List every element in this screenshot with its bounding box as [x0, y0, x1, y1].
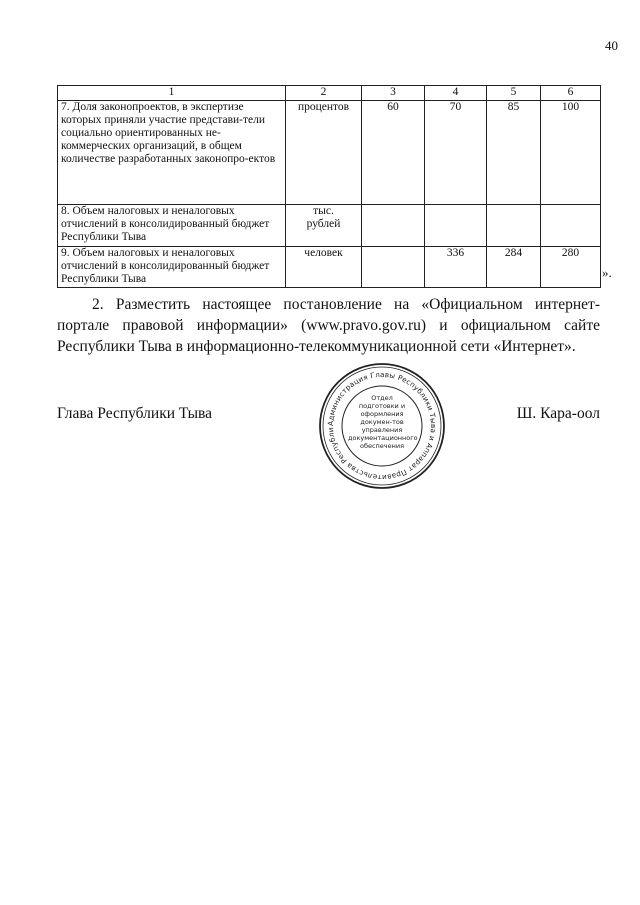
signatory-name: Ш. Кара-оол: [516, 405, 600, 422]
indicator-name: 8. Объем налоговых и неналоговых отчислений в консолидированный бюджет Республики Тыва: [58, 205, 286, 247]
indicator-value: [487, 205, 541, 247]
indicator-value: [425, 205, 487, 247]
indicator-value: 60: [362, 101, 425, 205]
stamp-ring-text: Администрация Главы Республики Тыва и Аппарат Правительства Республи: [325, 369, 439, 483]
column-header: 5: [487, 86, 541, 101]
indicator-unit: тыс. рублей: [286, 205, 362, 247]
closing-quote: ».: [602, 265, 612, 280]
column-header: 3: [362, 86, 425, 101]
indicator-name: 7. Доля законопроектов, в экспертизе которых приняли участие представи-тели социально ориентированных не-коммерческих организаций, в общем количестве разработанных законопро-ектов: [58, 101, 286, 205]
stamp-center-text: Отдел подготовки и оформления докумен-тов управления документационного обеспечения: [348, 394, 418, 450]
indicator-value: 85: [487, 101, 541, 205]
table-row: [58, 101, 601, 205]
official-stamp: [318, 362, 446, 490]
indicators-table: [57, 85, 601, 288]
resolution-paragraph: 2. Разместить настоящее постановление на «Официальном интернет-портале правовой информации» (www.pravo.gov.ru) и официальном сайте Республики Тыва в информационно-телекоммуникационной сети «Интернет».: [57, 296, 600, 355]
indicator-value: [362, 205, 425, 247]
indicator-value: [541, 205, 601, 247]
indicator-value: 280: [541, 247, 601, 288]
indicator-unit: процентов: [286, 101, 362, 205]
indicator-unit: человек: [286, 247, 362, 288]
indicator-value: [362, 247, 425, 288]
indicator-value: 336: [425, 247, 487, 288]
signatory-title: Глава Республики Тыва: [57, 405, 213, 422]
column-header: 4: [425, 86, 487, 101]
indicator-value: 284: [487, 247, 541, 288]
indicator-value: 70: [425, 101, 487, 205]
table-row: [58, 205, 601, 247]
column-header: 6: [541, 86, 601, 101]
table-header-row: [58, 86, 601, 101]
page-number: 40: [605, 38, 618, 53]
column-header: 1: [58, 86, 286, 101]
indicator-name: 9. Объем налоговых и неналоговых отчислений в консолидированный бюджет Республики Тыва: [58, 247, 286, 288]
table-row: [58, 247, 601, 288]
column-header: 2: [286, 86, 362, 101]
indicator-value: 100: [541, 101, 601, 205]
